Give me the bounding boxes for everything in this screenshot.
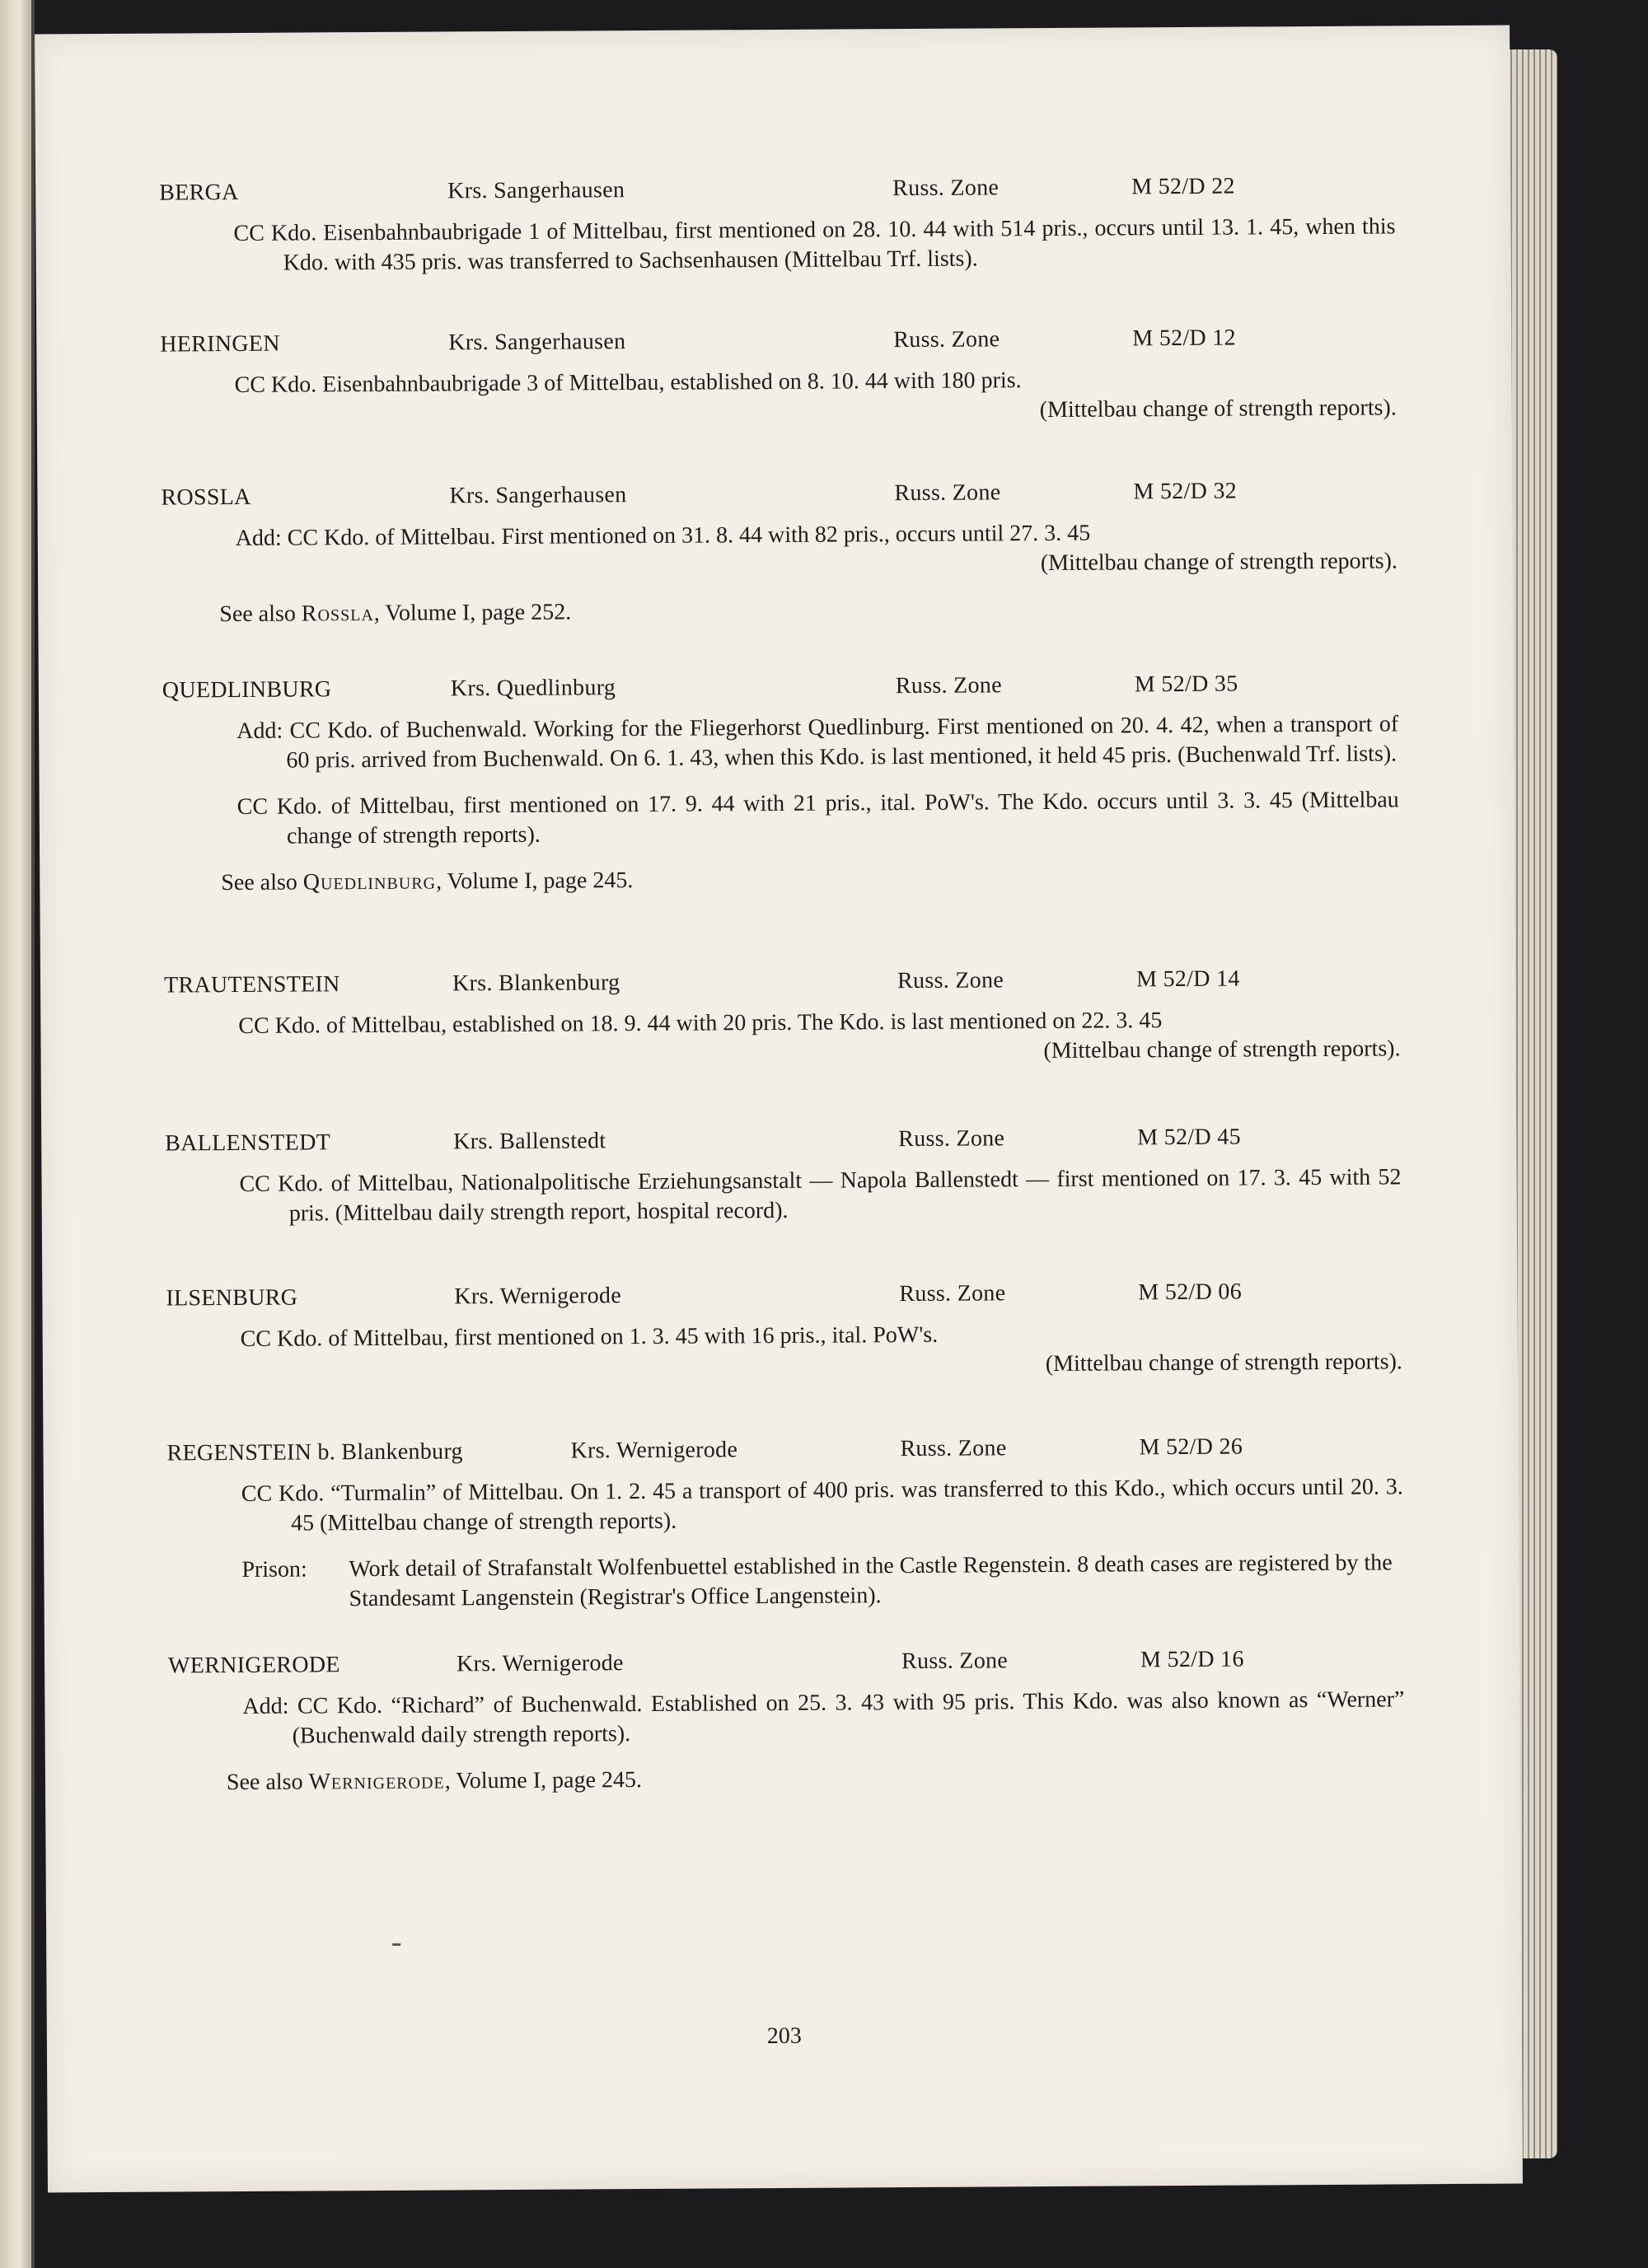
district-name: Krs. Wernigerode	[456, 1650, 624, 1677]
see-also-note	[163, 861, 1399, 898]
entry-paragraph	[167, 1472, 1403, 1539]
zone-name: Russ. Zone	[900, 1435, 1007, 1462]
see-also-prefix: See also	[219, 601, 302, 628]
paragraph-text: CC Kdo. of Mittelbau, established on 18. 9. 44 with 20 pris. The Kdo. is last mentioned on 22. 3. 45	[238, 1008, 1163, 1040]
stray-mark	[392, 1943, 400, 1946]
entry-regenstein	[166, 1433, 1403, 1615]
map-reference: M 52/D 35	[1134, 671, 1238, 698]
entry-paragraph	[163, 785, 1399, 852]
entry-paragraph	[159, 212, 1395, 278]
paragraph-text: Add: CC Kdo. of Buchenwald. Working for the Fliegerhorst Quedlinburg. First mentioned on 20. 4. 42, when a transport of 60 pris. arrived from Buchenwald. On 6. 1. 43, when this Kdo. is last mentioned, it held 45 pris. (Buchenwald Trf. lists).	[236, 711, 1399, 774]
place-name: QUEDLINBURG	[162, 676, 332, 704]
page-number: 203	[766, 2022, 802, 2050]
entry-heringen	[160, 324, 1397, 447]
prison-text: Work detail of Strafanstalt Wolfenbuettel established in the Castle Regenstein. 8 death cases are registered by the Standesamt Langenstein (Registrar's Office Langenstein).	[349, 1550, 1393, 1612]
paragraph-text: CC Kdo. Eisenbahnbaubrigade 3 of Mittelbau, established on 8. 10. 44 with 180 pris.	[234, 367, 1022, 399]
see-also-prefix: See also	[226, 1769, 309, 1796]
map-reference: M 52/D 32	[1133, 478, 1238, 505]
place-name: BERGA	[159, 179, 239, 206]
facing-page-edge	[0, 0, 35, 2268]
see-also-prefix: See also	[221, 869, 303, 896]
see-also-note	[169, 1761, 1405, 1798]
map-reference: M 52/D 26	[1139, 1433, 1243, 1461]
see-also-place: Quedlinburg	[302, 868, 437, 896]
district-name: Krs. Sangerhausen	[448, 329, 626, 356]
zone-name: Russ. Zone	[899, 1280, 1006, 1307]
paragraph-text: Add: CC Kdo. “Richard” of Buchenwald. Established on 25. 3. 43 with 95 pris. This Kdo. was also known as “Werner” (Buchenwald daily strength reports).	[242, 1686, 1405, 1749]
paragraph-source: (Mittelbau change of strength reports).	[1040, 548, 1398, 577]
see-also-note	[162, 592, 1398, 629]
book-page	[35, 26, 1523, 2193]
zone-name: Russ. Zone	[892, 175, 1000, 202]
entry-quedlinburg	[162, 670, 1400, 898]
paragraph-source: (Mittelbau change of strength reports).	[1045, 1349, 1402, 1377]
zone-name: Russ. Zone	[898, 1125, 1005, 1153]
prison-note	[167, 1548, 1403, 1615]
entry-header	[160, 324, 1396, 371]
paragraph-source: (Mittelbau change of strength reports).	[1039, 395, 1397, 423]
district-name: Krs. Quedlinburg	[450, 675, 616, 702]
entry-header	[165, 1123, 1401, 1170]
district-name: Krs. Wernigerode	[454, 1283, 622, 1310]
entry-header	[164, 965, 1400, 1012]
entry-trautenstein	[164, 965, 1401, 1087]
entry-paragraph	[164, 1004, 1400, 1071]
entry-paragraph	[165, 1162, 1401, 1229]
district-name: Krs. Ballenstedt	[453, 1128, 606, 1155]
paragraph-text: CC Kdo. Eisenbahnbaubrigade 1 of Mittelbau, first mentioned on 28. 10. 44 with 514 pris., occurs until 13. 1. 45, when this Kdo. with 435 pris. was transferred to Sachsenhausen (Mittelbau Trf. lists).	[233, 213, 1396, 276]
see-also-place: Rossla	[301, 600, 374, 627]
district-name: Krs. Sangerhausen	[447, 177, 625, 204]
map-reference: M 52/D 12	[1132, 325, 1236, 352]
paragraph-source: (Mittelbau change of strength reports).	[1043, 1036, 1401, 1064]
district-name: Krs. Blankenburg	[452, 970, 620, 997]
entry-header	[166, 1278, 1402, 1325]
see-also-suffix: , Volume I, page 252.	[373, 599, 572, 626]
prison-label: Prison:	[241, 1556, 307, 1583]
entry-paragraph	[161, 363, 1397, 430]
entry-header	[168, 1645, 1404, 1692]
district-name: Krs. Sangerhausen	[449, 482, 627, 509]
entry-ilsenburg	[166, 1278, 1402, 1401]
entry-berga	[159, 172, 1396, 295]
place-name: REGENSTEIN b. Blankenburg	[166, 1438, 463, 1466]
entry-header	[161, 477, 1397, 524]
paragraph-text: CC Kdo. “Turmalin” of Mittelbau. On 1. 2. 45 a transport of 400 pris. was transferred to this Kdo., which occurs until 20. 3. 45 (Mittelbau change of strength reports).	[241, 1474, 1403, 1536]
see-also-suffix: , Volume I, page 245.	[435, 867, 634, 895]
entry-paragraph	[162, 517, 1398, 583]
place-name: ILSENBURG	[166, 1284, 298, 1312]
place-name: TRAUTENSTEIN	[163, 971, 340, 998]
entry-wernigerode	[168, 1645, 1405, 1798]
place-name: ROSSLA	[161, 484, 251, 511]
district-name: Krs. Wernigerode	[570, 1437, 738, 1464]
see-also-place: Wernigerode	[308, 1768, 445, 1795]
zone-name: Russ. Zone	[897, 967, 1004, 994]
paragraph-text: CC Kdo. of Mittelbau, Nationalpolitische Erziehungsanstalt — Napola Ballenstedt — first mentioned on 17. 3. 45 with 52 pris. (Mittelbau daily strength report, hospital record).	[239, 1164, 1402, 1227]
entry-header	[162, 670, 1398, 717]
map-reference: M 52/D 06	[1138, 1279, 1243, 1306]
entry-paragraph	[168, 1685, 1404, 1751]
entry-header	[166, 1433, 1402, 1480]
map-reference: M 52/D 45	[1137, 1124, 1241, 1151]
zone-name: Russ. Zone	[901, 1648, 1009, 1675]
entry-paragraph	[166, 1317, 1402, 1384]
paragraph-text: Add: CC Kdo. of Mittelbau. First mentioned on 31. 8. 44 with 82 pris., occurs until 27. 3. 45	[235, 520, 1091, 552]
zone-name: Russ. Zone	[894, 479, 1001, 507]
entry-paragraph	[162, 709, 1398, 776]
map-reference: M 52/D 14	[1135, 966, 1240, 993]
place-name: WERNIGERODE	[168, 1652, 340, 1679]
map-reference: M 52/D 22	[1131, 173, 1235, 200]
place-name: BALLENSTEDT	[165, 1129, 331, 1157]
zone-name: Russ. Zone	[895, 672, 1002, 699]
paragraph-text: CC Kdo. of Mittelbau, first mentioned on 17. 9. 44 with 21 pris., ital. PoW's. The Kdo. occurs until 3. 3. 45 (Mittelbau change of strength reports).	[236, 787, 1399, 849]
entry-ballenstedt	[165, 1123, 1402, 1246]
see-also-suffix: , Volume I, page 245.	[444, 1767, 643, 1794]
zone-name: Russ. Zone	[893, 326, 1000, 353]
entry-header	[159, 172, 1395, 219]
map-reference: M 52/D 16	[1140, 1646, 1244, 1673]
paragraph-text: CC Kdo. of Mittelbau, first mentioned on 1. 3. 45 with 16 pris., ital. PoW's.	[240, 1321, 939, 1352]
place-name: HERINGEN	[160, 330, 280, 358]
entry-rossla	[161, 477, 1398, 629]
